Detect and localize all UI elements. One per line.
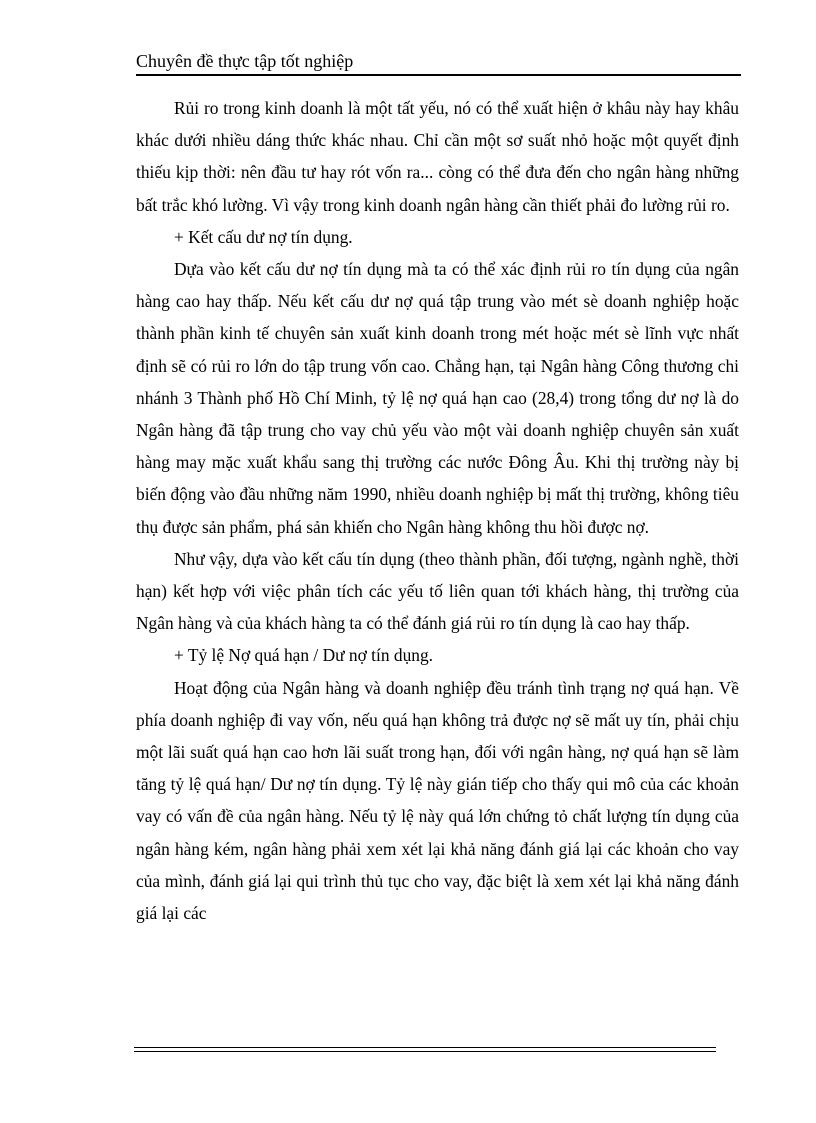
header-title: Chuyên đề thực tập tốt nghiệp <box>136 51 354 71</box>
paragraph-debt-structure: Dựa vào kết cấu dư nợ tín dụng mà ta có thể xác định rủi ro tín dụng của ngân hàng cao hay thấp. Nếu kết cấu dư nợ quá tập trung vào mét sè doanh nghiệp hoặc thành phần kinh tế chuyên sản xuất kinh doanh trong mét hoặc mét sè lĩnh vực nhất định sẽ có rủi ro lớn do tập trung vốn cao. Chẳng hạn, tại Ngân hàng Công thương chi nhánh 3 Thành phố Hồ Chí Minh, tỷ lệ nợ quá hạn cao (28,4) trong tổng dư nợ là do Ngân hàng đã tập trung cho vay chủ yếu vào một vài doanh nghiệp chuyên sản xuất hàng may mặc xuất khẩu sang thị trường các nước Đông Âu. Khi thị trường này bị biến động vào đầu những năm 1990, nhiều doanh nghiệp bị mất thị trường, không tiêu thụ được sản phẩm, phá sản khiến cho Ngân hàng không thu hồi được nợ. <box>136 259 739 537</box>
paragraph-heading-debt-structure: + Kết cấu dư nợ tín dụng. <box>174 226 353 247</box>
paragraph-heading-overdue-ratio: + Tỷ lệ Nợ quá hạn / Dư nợ tín dụng. <box>174 645 434 666</box>
page-header <box>136 48 741 76</box>
paragraph-overdue-ratio: Hoạt động của Ngân hàng và doanh nghiệp đều tránh tình trạng nợ quá hạn. Về phía doanh nghiệp đi vay vốn, nếu quá hạn không trả được nợ sẽ mất uy tín, phải chịu một lãi suất quá hạn cao hơn lãi suất trong hạn, đối với ngân hàng, nợ quá hạn sẽ làm tăng tỷ lệ quá hạn/ Dư nợ tín dụng. Tỷ lệ này gián tiếp cho thấy qui mô của các khoản vay có vấn đề của ngân hàng. Nếu tỷ lệ này quá lớn chứng tỏ chất lượng tín dụng của ngân hàng kém, ngân hàng phải xem xét lại khả năng đánh giá lại các khoản cho vay của mình, đánh giá lại qui trình thủ tục cho vay, đặc biệt là xem xét lại khả năng đánh giá lại các <box>136 677 739 924</box>
footer-double-rule <box>134 1047 716 1052</box>
document-body <box>136 92 739 929</box>
paragraph-credit-structure-summary: Như vậy, dựa vào kết cấu tín dụng (theo thành phần, đối tượng, ngành nghề, thời hạn) kết hợp với việc phân tích các yếu tố liên quan tới khách hàng, thị trường của Ngân hàng và của khách hàng ta có thể đánh giá rủi ro tín dụng là cao hay thấp. <box>136 548 739 634</box>
paragraph-risk-intro: Rủi ro trong kinh doanh là một tất yếu, nó có thể xuất hiện ở khâu này hay khâu khác dưới nhiều dáng thức khác nhau. Chỉ cần một sơ suất nhỏ hoặc một quyết định thiếu kịp thời: nên đầu tư hay rót vốn ra... còng có thể đưa đến cho ngân hàng những bất trắc khó lường. Vì vậy trong kinh doanh ngân hàng cần thiết phải đo lường rủi ro. <box>136 98 739 215</box>
